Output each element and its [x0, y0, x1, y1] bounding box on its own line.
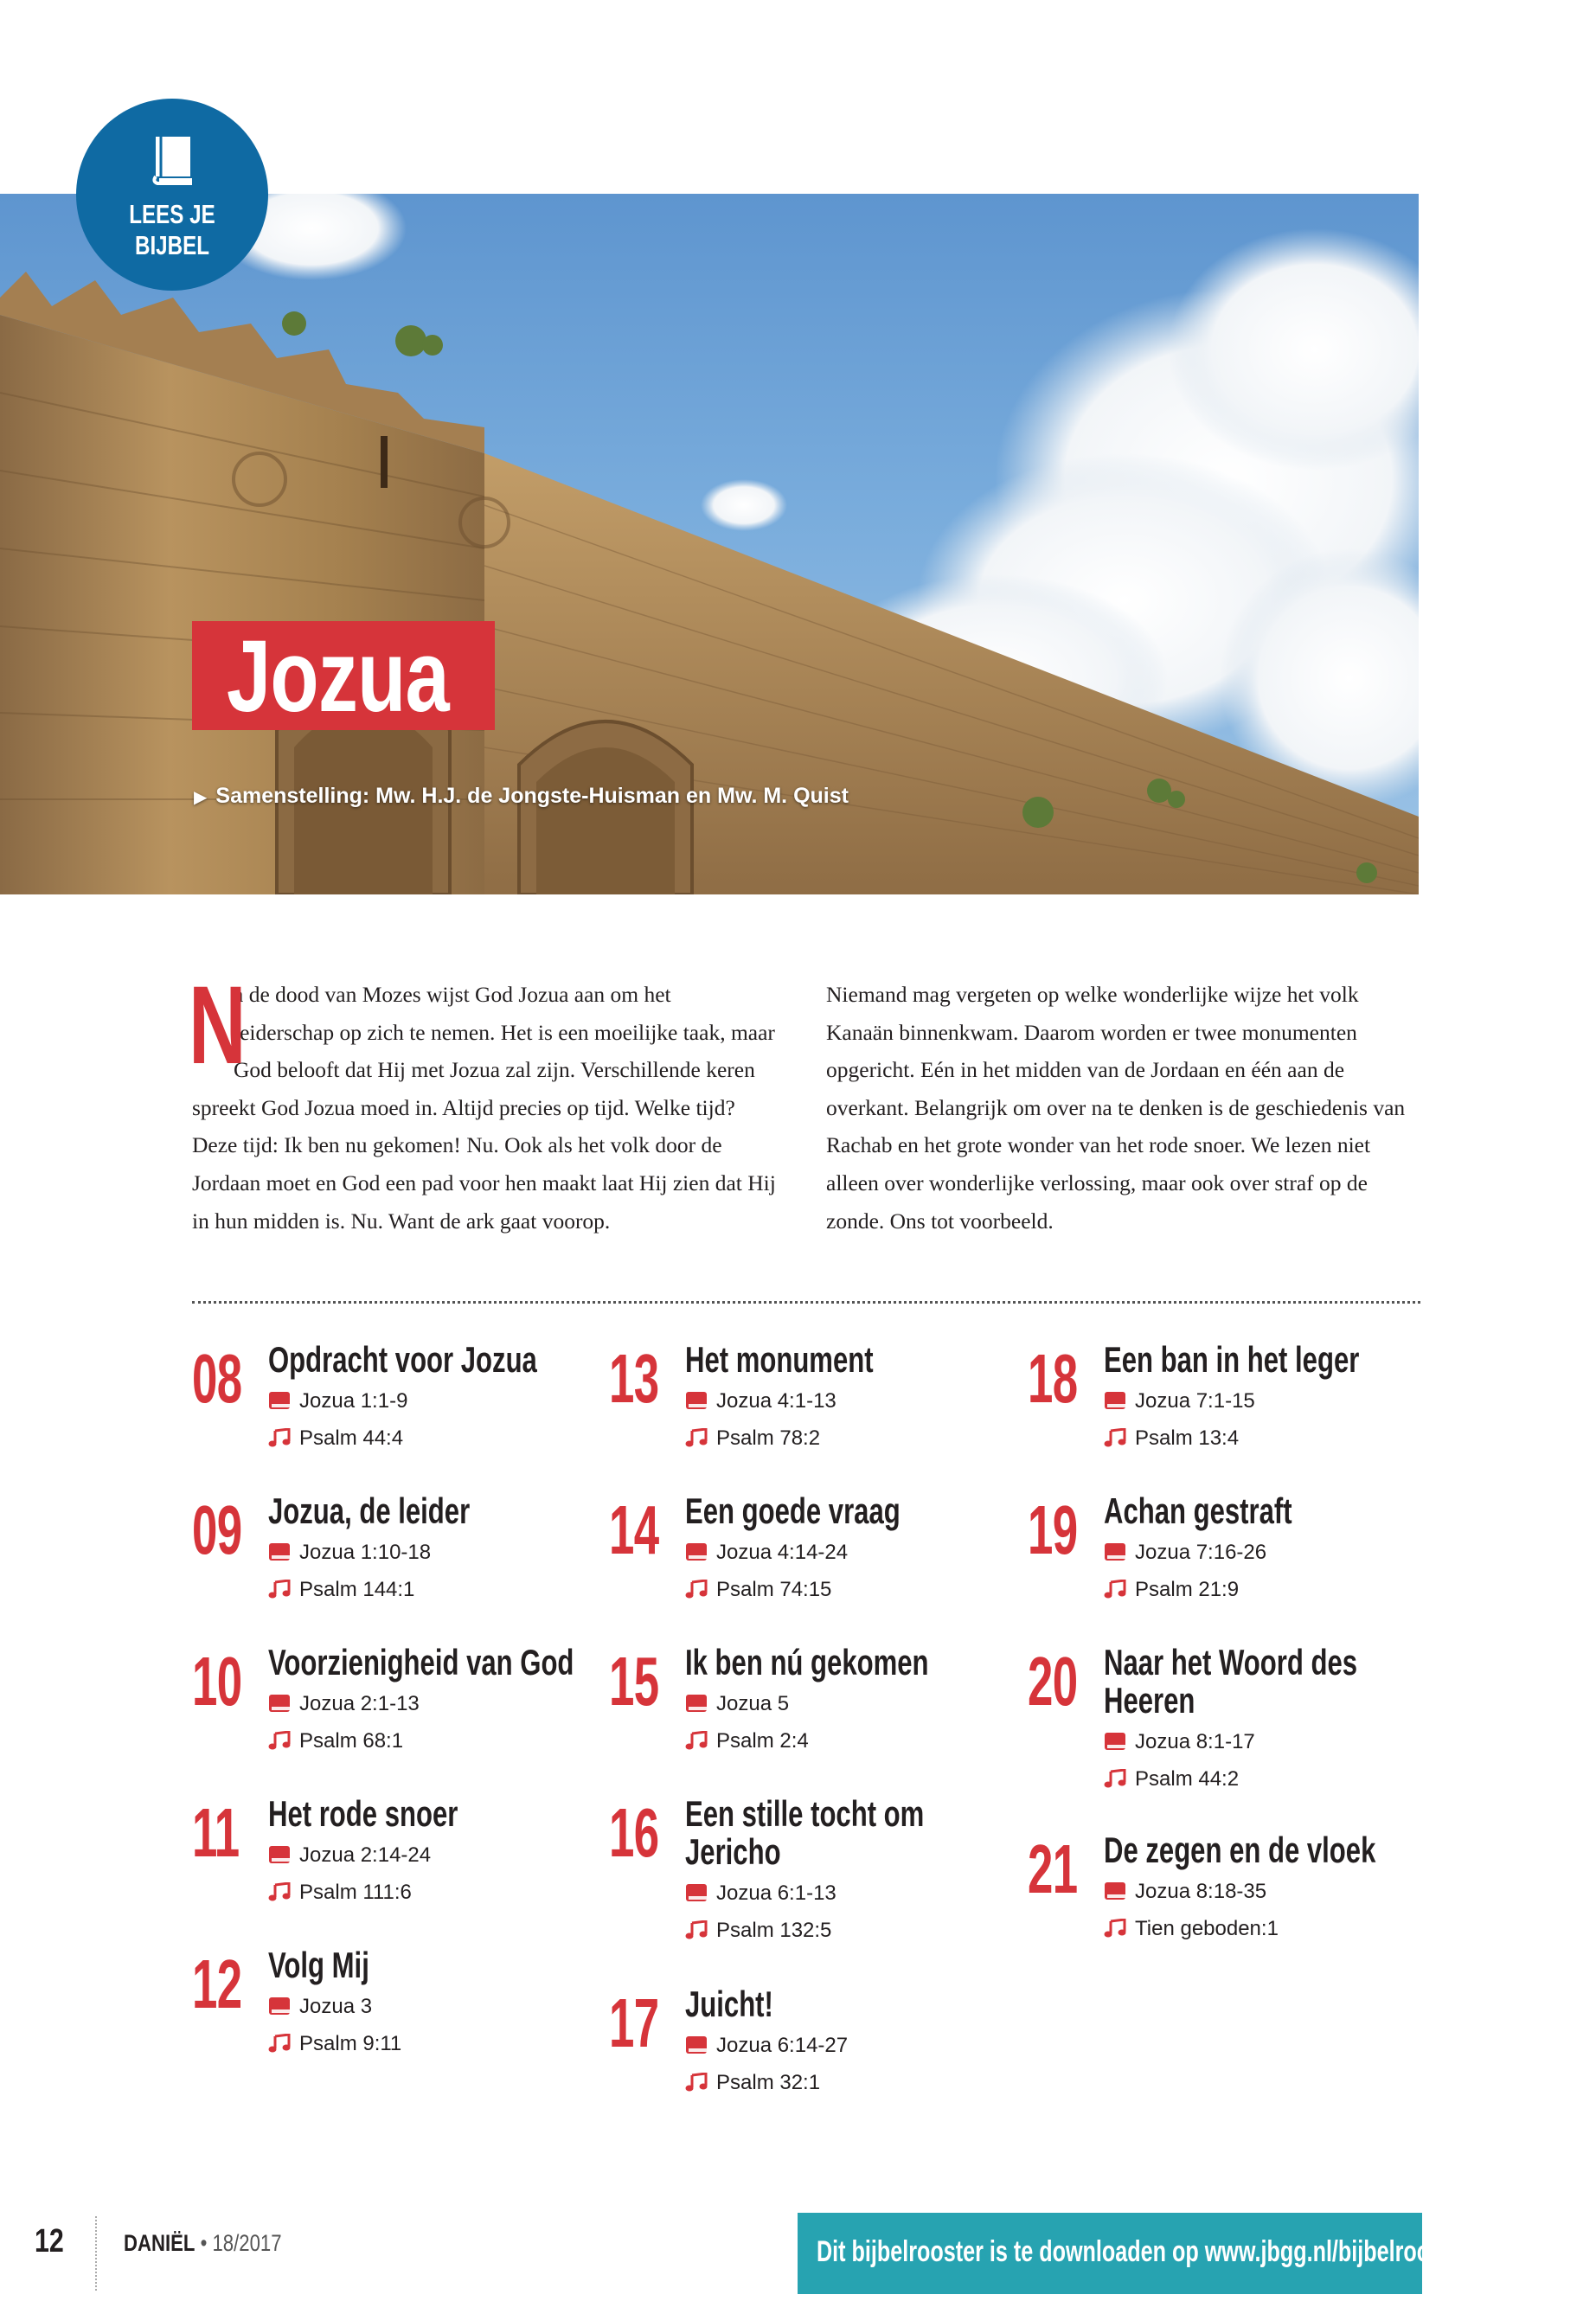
music-note-icon — [268, 2034, 291, 2053]
entry-text — [685, 1341, 1014, 1457]
entry-song-text: Psalm 44:4 — [299, 1426, 404, 1450]
entry-title-line: Volg Mij — [268, 1945, 369, 1985]
download-banner[interactable] — [798, 2213, 1475, 2294]
entry-title — [1104, 1644, 1437, 1720]
entry-title-line: Jozua, de leider — [268, 1490, 471, 1531]
entry-day-number: 16 — [609, 1794, 659, 1871]
entry-text — [1104, 1341, 1433, 1457]
entry-song — [268, 1722, 597, 1759]
entry-song — [685, 1571, 1014, 1608]
lees-je-bijbel-badge — [76, 99, 268, 291]
entry-day-number: 20 — [1028, 1643, 1078, 1720]
entry-text — [685, 1492, 1014, 1608]
entry-title — [685, 1341, 1018, 1379]
entry-day-number: 21 — [1028, 1830, 1078, 1907]
entry-reading-text: Jozua 5 — [716, 1692, 790, 1715]
book-icon — [685, 1391, 708, 1410]
music-note-icon — [1104, 1769, 1126, 1788]
entry-day-number: 19 — [1028, 1491, 1078, 1568]
entry-day-number: 13 — [609, 1340, 659, 1417]
entry-reading — [685, 1685, 1014, 1722]
music-note-icon — [268, 1731, 291, 1750]
entry-text — [685, 1985, 1014, 2101]
entry-reading-text: Jozua 1:1-9 — [299, 1389, 408, 1413]
entry-day-number: 17 — [609, 1984, 659, 2061]
magazine-name: DANIËL — [124, 2230, 195, 2256]
dotted-divider — [192, 1301, 1420, 1304]
book-icon — [268, 1694, 291, 1713]
entry-day-number: 10 — [192, 1643, 242, 1720]
book-icon — [1104, 1542, 1126, 1561]
entry-reading-text: Jozua 8:1-17 — [1135, 1730, 1255, 1753]
entry-text — [268, 1946, 597, 2062]
entry-song-text: Psalm 144:1 — [299, 1578, 415, 1601]
credit-line — [194, 784, 849, 809]
entry-reading-text: Jozua 8:18-35 — [1135, 1880, 1267, 1903]
entry-text — [1104, 1831, 1433, 1947]
title-box — [192, 619, 495, 734]
entry-title-line: Een goede vraag — [685, 1490, 901, 1531]
entry-title-line: Voorzienigheid van God — [268, 1642, 574, 1682]
magazine-separator: • — [200, 2230, 208, 2256]
entry-title — [1104, 1341, 1437, 1379]
entry-title-line: Achan gestraft — [1104, 1490, 1292, 1531]
entry-title — [268, 1946, 601, 1984]
entry-song-text: Psalm 74:15 — [716, 1578, 832, 1601]
entry-title-line: Een stille tocht om — [685, 1793, 925, 1834]
entry-day-number: 15 — [609, 1643, 659, 1720]
entry-song-text: Psalm 32:1 — [716, 2071, 821, 2094]
book-icon — [268, 1845, 291, 1864]
book-icon — [1104, 1881, 1126, 1900]
entry-text — [1104, 1492, 1433, 1608]
entry-title — [268, 1341, 601, 1379]
entry-song — [268, 1420, 597, 1457]
entry-text — [268, 1341, 597, 1457]
entry-reading-text: Jozua 1:10-18 — [299, 1541, 432, 1564]
entry-song-text: Psalm 78:2 — [716, 1426, 821, 1450]
music-note-icon — [1104, 1919, 1126, 1938]
book-icon — [1104, 1391, 1126, 1410]
entry-title-line: Ik ben nú gekomen — [685, 1642, 929, 1682]
music-note-icon — [268, 1428, 291, 1447]
entry-song — [1104, 1420, 1433, 1457]
book-icon — [149, 133, 197, 187]
entry-text — [685, 1795, 1014, 1949]
book-icon — [268, 1542, 291, 1561]
music-note-icon — [1104, 1580, 1126, 1599]
intro-left-text: a de dood van Mozes wijst God Jozua aan om het leiderschap op zich te nemen. Het is een moeilijke taak, maar God belooft dat Hij met Jozua zal zijn. Verschillende keren spreekt God Jozua moed in. Altijd precies op tijd. Welke tijd? Deze tijd: Ik ben nu gekomen! Nu. Ook als het volk door de Jordaan moet en God een pad voor hen maakt laat Hij zien dat Hij in hun midden is. Nu. Want de ark gaat voorop. — [192, 982, 776, 1234]
book-icon — [1104, 1732, 1126, 1751]
entry-song-text: Tien geboden:1 — [1135, 1917, 1279, 1940]
entry-song — [268, 1571, 597, 1608]
entry-reading — [268, 1988, 597, 2025]
entry-song — [685, 2064, 1014, 2101]
entry-day-number: 12 — [192, 1945, 242, 2022]
entry-reading — [685, 1534, 1014, 1571]
entry-text — [268, 1644, 597, 1759]
book-icon — [685, 1694, 708, 1713]
entry-title-line: Het rode snoer — [268, 1793, 458, 1834]
book-icon — [685, 1542, 708, 1561]
entry-reading-text: Jozua 3 — [299, 1995, 373, 2018]
entry-reading — [1104, 1873, 1433, 1910]
entry-text — [685, 1644, 1014, 1759]
entry-day-number: 09 — [192, 1491, 242, 1568]
entry-song — [685, 1420, 1014, 1457]
footer-divider — [95, 2216, 102, 2291]
entry-title — [268, 1492, 601, 1530]
entry-day-number: 18 — [1028, 1340, 1078, 1417]
entry-day-number: 08 — [192, 1340, 242, 1417]
entry-song-text: Psalm 132:5 — [716, 1919, 832, 1942]
entry-reading-text: Jozua 4:1-13 — [716, 1389, 836, 1413]
entry-reading — [685, 1382, 1014, 1420]
download-text[interactable]: Dit bijbelrooster is te downloaden op www.jbgg.nl/bijbelrooster. — [817, 2235, 1475, 2268]
music-note-icon — [685, 1580, 708, 1599]
entry-song — [1104, 1760, 1433, 1798]
entry-title — [1104, 1831, 1437, 1869]
entry-reading — [1104, 1534, 1433, 1571]
entry-title — [685, 1644, 1018, 1682]
entry-reading — [1104, 1723, 1433, 1760]
entry-title-line: Jericho — [685, 1831, 781, 1872]
entry-song — [268, 2025, 597, 2062]
entry-reading — [685, 2027, 1014, 2064]
entry-title — [268, 1644, 601, 1682]
page-number: 12 — [35, 2223, 64, 2259]
entry-title — [685, 1492, 1018, 1530]
entry-reading-text: Jozua 7:16-26 — [1135, 1541, 1267, 1564]
entry-reading — [1104, 1382, 1433, 1420]
entry-title — [268, 1795, 601, 1833]
magazine-info — [124, 2230, 282, 2257]
intro-right-text: Niemand mag vergeten op welke wonderlijke wijze het volk Kanaän binnenkwam. Daarom worden er twee monumenten opgericht. Eén in het midden van de Jordaan en één aan de overkant. Belangrijk om over na te denken is de geschiedenis van Rachab en het grote wonder van het rode snoer. We lezen niet alleen over wonderlijke verlossing, maar ook over straf op de zonde. Ons tot voorbeeld. — [826, 982, 1406, 1234]
entry-song-text: Psalm 2:4 — [716, 1729, 809, 1753]
entry-text — [268, 1795, 597, 1911]
intro-right-column — [826, 976, 1414, 1240]
entry-song-text: Psalm 9:11 — [299, 2032, 402, 2055]
entry-text — [268, 1492, 597, 1608]
entry-title-line: Heeren — [1104, 1680, 1195, 1721]
entry-text — [1104, 1644, 1433, 1798]
entry-title-line: Een ban in het leger — [1104, 1339, 1360, 1380]
entry-reading — [268, 1836, 597, 1874]
intro-left-column — [189, 964, 777, 1240]
badge-line-1: LEES JE — [129, 199, 215, 229]
entry-song — [1104, 1571, 1433, 1608]
entry-title-line: Opdracht voor Jozua — [268, 1339, 537, 1380]
entry-reading-text: Jozua 4:14-24 — [716, 1541, 849, 1564]
page-title: Jozua — [227, 619, 449, 734]
entry-song-text: Psalm 111:6 — [299, 1881, 412, 1904]
entry-title-line: De zegen en de vloek — [1104, 1830, 1376, 1870]
entry-title-line: Het monument — [685, 1339, 874, 1380]
magazine-issue: 18/2017 — [212, 2230, 282, 2256]
music-note-icon — [268, 1882, 291, 1901]
entry-day-number: 14 — [609, 1491, 659, 1568]
book-icon — [685, 2035, 708, 2054]
entry-title-line: Naar het Woord des — [1104, 1642, 1358, 1682]
entry-reading-text: Jozua 2:1-13 — [299, 1692, 420, 1715]
entry-reading-text: Jozua 6:1-13 — [716, 1881, 836, 1905]
music-note-icon — [685, 2073, 708, 2092]
music-note-icon — [685, 1428, 708, 1447]
entry-title-line: Juicht! — [685, 1984, 773, 2024]
entry-reading — [268, 1534, 597, 1571]
entry-song — [685, 1912, 1014, 1949]
music-note-icon — [1104, 1428, 1126, 1447]
music-note-icon — [685, 1731, 708, 1750]
book-icon — [268, 1997, 291, 2016]
book-icon — [685, 1883, 708, 1902]
entry-reading — [268, 1382, 597, 1420]
music-note-icon — [685, 1920, 708, 1939]
play-arrow-icon: ▶ — [194, 788, 208, 807]
entry-title — [1104, 1492, 1437, 1530]
entry-reading-text: Jozua 2:14-24 — [299, 1843, 432, 1867]
credit-text: Samenstelling: Mw. H.J. de Jongste-Huisman en Mw. M. Quist — [215, 784, 849, 808]
entry-song — [268, 1874, 597, 1911]
entry-reading-text: Jozua 6:14-27 — [716, 2034, 849, 2057]
entry-song — [685, 1722, 1014, 1759]
entry-title — [685, 1985, 1018, 2023]
entry-song-text: Psalm 68:1 — [299, 1729, 404, 1753]
entry-reading-text: Jozua 7:1-15 — [1135, 1389, 1255, 1413]
drop-cap: N — [189, 964, 247, 1087]
book-icon — [268, 1391, 291, 1410]
entry-reading — [685, 1875, 1014, 1912]
entry-title — [685, 1795, 1018, 1871]
entry-reading — [268, 1685, 597, 1722]
music-note-icon — [268, 1580, 291, 1599]
entry-song-text: Psalm 21:9 — [1135, 1578, 1240, 1601]
entry-song-text: Psalm 13:4 — [1135, 1426, 1240, 1450]
badge-line-2: BIJBEL — [135, 230, 209, 260]
entry-day-number: 11 — [192, 1794, 240, 1871]
entry-song — [1104, 1910, 1433, 1947]
entry-song-text: Psalm 44:2 — [1135, 1767, 1240, 1791]
